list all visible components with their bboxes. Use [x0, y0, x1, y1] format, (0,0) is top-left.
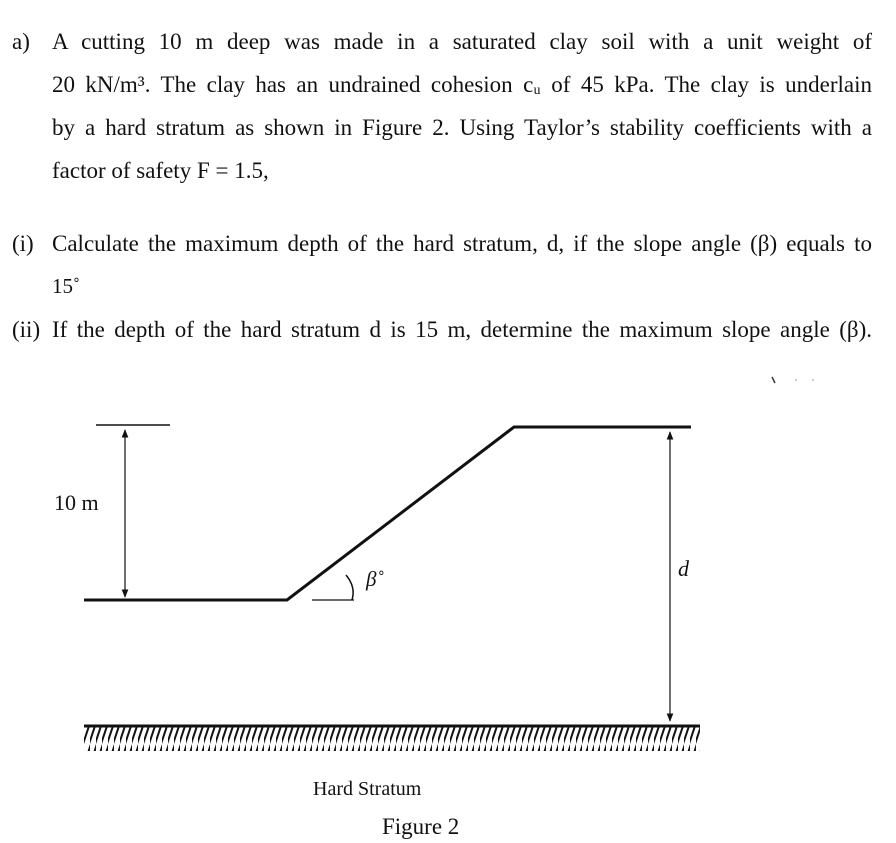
slope-profile — [84, 427, 691, 600]
question-line-3: by a hard stratum as shown in Figure 2. Using Taylor’s stability coefficients with a — [52, 115, 872, 140]
part-i-marker: (i) — [12, 231, 34, 256]
figure-caption: Figure 2 — [382, 814, 460, 839]
part-i-line-1: Calculate the maximum depth of the hard stratum, d, if the slope angle (β) equals to — [52, 231, 872, 256]
stratum-depth-label: d — [678, 556, 689, 581]
stray-mark — [772, 377, 814, 383]
part-ii-marker: (ii) — [12, 317, 41, 342]
angle-arc — [346, 575, 353, 600]
question-line-1: A cutting 10 m deep was made in a saturated clay soil with a unit weight of — [52, 29, 872, 54]
hard-stratum-label: Hard Stratum — [313, 778, 422, 800]
question-line-2: 20 kN/m³. The clay has an undrained cohesion cᵤ of 45 kPa. The clay is underlain — [52, 72, 872, 97]
part-i-line-2: 15˚ — [52, 274, 80, 298]
hard-stratum-hatching — [84, 727, 700, 751]
slope-angle-label: β˚ — [366, 567, 384, 591]
part-ii-line-1: If the depth of the hard stratum d is 15 m, determine the maximum slope angle (β). — [52, 317, 872, 342]
question-marker: a) — [12, 29, 30, 54]
question-line-4: factor of safety F = 1.5, — [52, 158, 269, 183]
cut-depth-label: 10 m — [54, 490, 99, 515]
